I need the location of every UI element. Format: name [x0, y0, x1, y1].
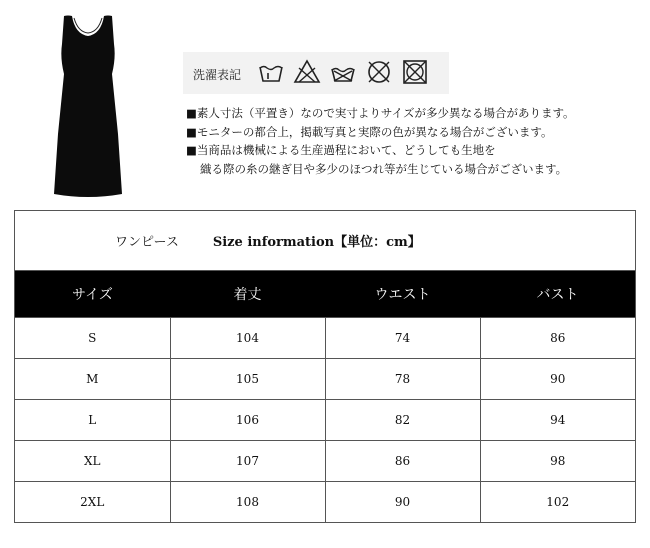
no-tumble-dry-icon — [365, 58, 393, 86]
table-row — [15, 441, 635, 482]
note-line: 織る際の糸の継ぎ目や多少のほつれ等が生じている場合がございます。 — [200, 161, 568, 176]
cell-bust: 94 — [480, 400, 635, 441]
header-bust: バスト — [480, 271, 635, 318]
table-row — [15, 400, 635, 441]
hand-wash-icon — [329, 58, 357, 86]
note-line: ■当商品は機械による生産過程において、どうしても生地を — [186, 143, 496, 157]
no-bleach-icon — [293, 58, 321, 86]
cell-size: L — [15, 400, 170, 441]
care-label-banner — [183, 52, 449, 94]
header-waist: ウエスト — [325, 271, 480, 318]
table-row — [15, 318, 635, 359]
cell-bust: 98 — [480, 441, 635, 482]
no-dry-clean-icon — [401, 58, 429, 86]
table-row — [15, 482, 635, 523]
care-label-title: 洗濯表記 — [193, 68, 242, 82]
cell-size: XL — [15, 441, 170, 482]
dress-photo — [38, 14, 138, 198]
product-notes — [186, 104, 575, 178]
table-row — [15, 359, 635, 400]
cell-size: M — [15, 359, 170, 400]
cell-length: 105 — [170, 359, 325, 400]
cell-waist: 74 — [325, 318, 480, 359]
wash-30-icon — [257, 58, 285, 86]
cell-length: 106 — [170, 400, 325, 441]
cell-bust: 90 — [480, 359, 635, 400]
header-length: 着丈 — [170, 271, 325, 318]
cell-waist: 82 — [325, 400, 480, 441]
cell-bust: 102 — [480, 482, 635, 523]
cell-waist: 86 — [325, 441, 480, 482]
size-table — [14, 210, 636, 523]
cell-length: 107 — [170, 441, 325, 482]
cell-waist: 78 — [325, 359, 480, 400]
table-title — [15, 211, 635, 271]
size-grid — [15, 271, 635, 523]
cell-size: S — [15, 318, 170, 359]
note-line: ■素人寸法（平置き）なので実寸よりサイズが多少異なる場合があります。 — [186, 106, 575, 120]
cell-length: 108 — [170, 482, 325, 523]
cell-bust: 86 — [480, 318, 635, 359]
cell-size: 2XL — [15, 482, 170, 523]
table-header-row — [15, 271, 635, 318]
header-size: サイズ — [15, 271, 170, 318]
table-title-en: Size information【単位：cm】 — [212, 235, 421, 250]
cell-length: 104 — [170, 318, 325, 359]
note-line: ■モニターの都合上，掲載写真と実際の色が異なる場合がございます。 — [186, 124, 553, 139]
cell-waist: 90 — [325, 482, 480, 523]
table-title-jp: ワンピース — [115, 235, 179, 250]
